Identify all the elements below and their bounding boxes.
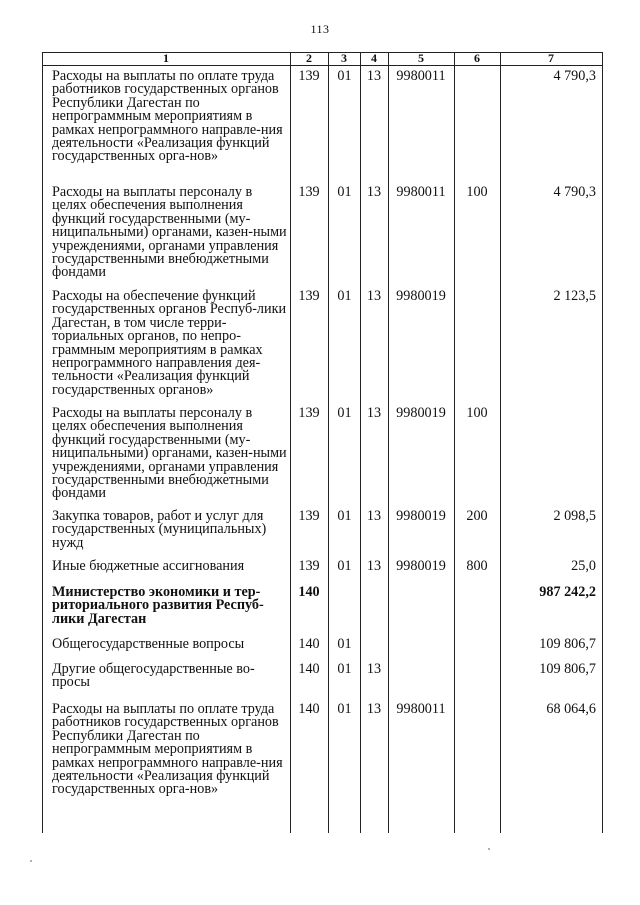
row-description: Другие общегосударственные во-просы (52, 661, 255, 691)
row-code-5: 9980019 (396, 558, 446, 574)
row-code-2: 139 (298, 288, 320, 304)
row-code-2: 139 (298, 508, 320, 524)
header-col-3: 3 (341, 51, 347, 65)
header-col-5: 5 (418, 51, 424, 65)
row-amount: 4 790,3 (553, 184, 596, 200)
row-description: Расходы на выплаты персоналу в целях обеспечения выполнения функций государственными (му-ниципальными) органами, казен-ными учреждениями, органами управления государственными внебюджетными фондами (52, 184, 287, 281)
row-amount: 109 806,7 (539, 636, 596, 652)
row-code-3: 01 (337, 636, 352, 652)
row-amount: 68 064,6 (546, 701, 596, 717)
row-code-3: 01 (337, 405, 352, 421)
scan-speck (488, 848, 490, 850)
row-code-2: 140 (298, 661, 320, 677)
row-code-3: 01 (337, 701, 352, 717)
header-col-2: 2 (306, 51, 312, 65)
row-code-4: 13 (366, 661, 382, 677)
header-col-7: 7 (548, 51, 554, 65)
row-code-2: 140 (298, 636, 320, 652)
row-code-5: 9980019 (396, 405, 446, 421)
row-code-5: 9980011 (396, 68, 446, 84)
row-code-2: 139 (298, 68, 320, 84)
row-code-3: 01 (337, 661, 352, 677)
page-number: 113 (310, 22, 330, 36)
row-code-4: 13 (366, 405, 382, 421)
row-code-4: 13 (366, 701, 382, 717)
row-description: Расходы на выплаты по оплате труда работников государственных органов Республики Дагестан по непрограммным мероприятиям в рамках непрограммного направле-ния деятельности «Реализация функций государственных орга-нов» (52, 701, 283, 798)
row-code-4: 13 (366, 184, 382, 200)
scan-speck (30, 860, 32, 862)
row-code-5: 9980011 (396, 701, 446, 717)
row-code-4: 13 (366, 288, 382, 304)
row-amount: 109 806,7 (539, 661, 596, 677)
row-amount: 2 098,5 (553, 508, 596, 524)
row-description: Иные бюджетные ассигнования (52, 558, 245, 574)
row-code-5: 9980019 (396, 508, 446, 524)
header-col-1: 1 (163, 51, 169, 65)
row-code-2: 139 (298, 558, 320, 574)
row-description: Расходы на выплаты по оплате труда работников государственных органов Республики Дагестан по непрограммным мероприятиям в рамках непрограммного направле-ния деятельности «Реализация функций государственных орга-нов» (52, 68, 283, 165)
row-code-2: 139 (298, 405, 320, 421)
row-code-2: 140 (298, 584, 320, 600)
row-code-5: 9980011 (396, 184, 446, 200)
row-code-3: 01 (337, 558, 352, 574)
row-code-2: 140 (298, 701, 320, 717)
row-description: Закупка товаров, работ и услуг для государственных (муниципальных) нужд (52, 508, 267, 551)
row-code-4: 13 (366, 508, 382, 524)
row-code-3: 01 (337, 68, 352, 84)
row-code-3: 01 (337, 508, 352, 524)
row-code-3: 01 (337, 184, 352, 200)
budget-table (42, 52, 603, 833)
row-description: Общегосударственные вопросы (52, 636, 245, 652)
row-code-3: 01 (337, 288, 352, 304)
row-code-6: 100 (466, 405, 488, 421)
row-code-5: 9980019 (396, 288, 446, 304)
row-code-2: 139 (298, 184, 320, 200)
header-col-6: 6 (474, 51, 480, 65)
row-amount: 2 123,5 (553, 288, 596, 304)
row-code-6: 800 (466, 558, 488, 574)
row-code-4: 13 (366, 558, 382, 574)
row-amount: 25,0 (571, 558, 596, 574)
row-description: Министерство экономики и тер-риториального развития Респуб-лики Дагестан (52, 584, 264, 627)
row-description: Расходы на обеспечение функций государственных органов Респуб-лики Дагестан, в том числе терри-ториальных органов, по непро-граммным мероприятиям в рамках непрограммного направления дея-тельности «Реализация функций государственных органов» (52, 288, 287, 398)
header-col-4: 4 (371, 51, 377, 65)
row-description: Расходы на выплаты персоналу в целях обеспечения выполнения функций государственными (му-ниципальными) органами, казен-ными учреждениями, органами управления государственными внебюджетными фондами (52, 405, 287, 502)
row-code-6: 200 (466, 508, 488, 524)
row-code-6: 100 (466, 184, 488, 200)
row-amount: 4 790,3 (553, 68, 596, 84)
row-amount: 987 242,2 (539, 584, 596, 600)
row-code-4: 13 (366, 68, 382, 84)
